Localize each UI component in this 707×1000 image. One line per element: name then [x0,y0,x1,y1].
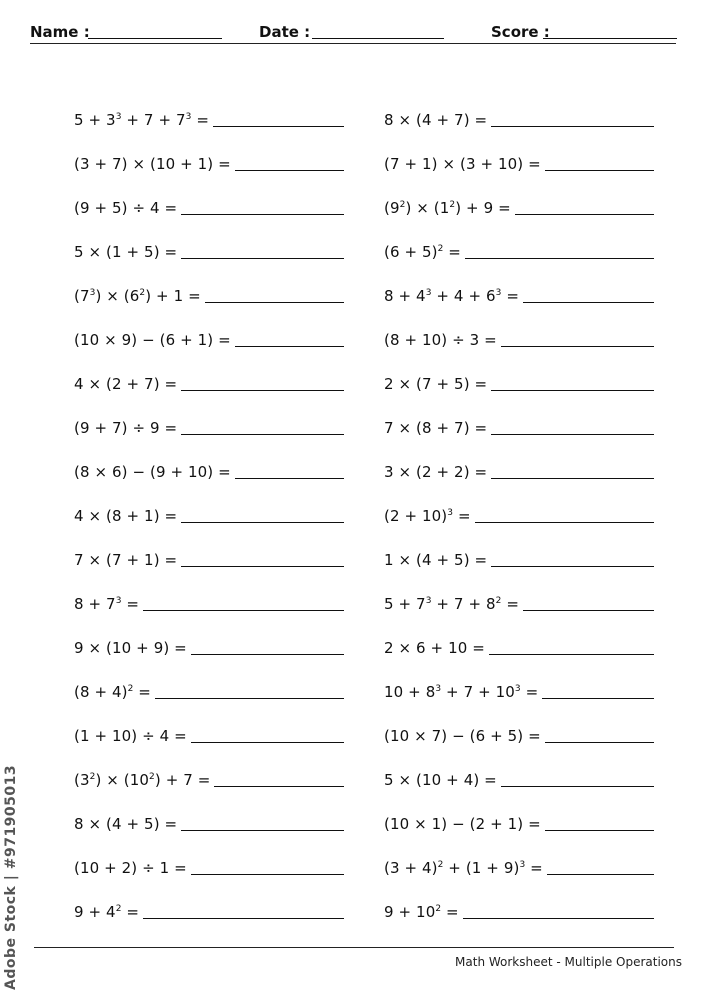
answer-line[interactable] [501,346,654,347]
date-label: Date : [259,23,311,41]
answer-line[interactable] [155,698,344,699]
expression-text: 5 + 7 [384,595,426,613]
problem-row [384,395,654,439]
expression-text: = [520,683,539,701]
exponent: 2 [437,244,444,254]
expression-text: 9 × (10 + 9) = [74,639,187,657]
score-answer-line[interactable] [543,38,677,39]
expression-text: 10 + 8 [384,683,436,701]
problem-row [74,835,344,879]
exponent: 3 [185,112,192,122]
problem-row [74,263,344,307]
header-divider [30,43,676,44]
exponent: 3 [435,684,442,694]
score-label: Score : [491,23,550,41]
expression-text: + 7 + 10 [441,683,515,701]
problem-expression [74,593,143,615]
expression-text: = [453,507,471,525]
expression-text: 2 × (7 + 5) = [384,375,488,393]
stock-watermark-id: Adobe Stock | #971905013 [3,764,19,990]
answer-line[interactable] [191,742,344,743]
problem-row [384,263,654,307]
expression-text: (7 [74,287,90,305]
answer-line[interactable] [235,346,344,347]
problem-row [74,87,344,131]
answer-line[interactable] [181,830,344,831]
problem-expression [384,241,465,263]
problem-row [74,483,344,527]
exponent: 3 [115,596,122,606]
date-field [259,22,310,42]
answer-line[interactable] [463,918,654,919]
expression-text: = [443,243,461,261]
answer-line[interactable] [235,170,344,171]
expression-text: = [121,903,140,921]
answer-line[interactable] [181,522,344,523]
worksheet-header [0,22,707,48]
exponent: 2 [437,860,444,870]
answer-line[interactable] [491,434,654,435]
problem-expression [384,461,491,483]
answer-line[interactable] [491,566,654,567]
expression-text: 1 × (4 + 5) = [384,551,488,569]
answer-line[interactable] [491,390,654,391]
answer-line[interactable] [143,610,344,611]
problem-expression [74,505,181,527]
answer-line[interactable] [489,654,654,655]
answer-line[interactable] [143,918,344,919]
exponent: 3 [425,288,432,298]
footer-title: Math Worksheet - Multiple Operations [455,955,682,969]
answer-line[interactable] [491,126,654,127]
expression-text: 8 × (4 + 7) = [384,111,488,129]
exponent: 3 [495,288,502,298]
problem-row [384,131,654,175]
answer-line[interactable] [491,478,654,479]
expression-text: = [501,287,520,305]
expression-text: ) × (10 [95,771,150,789]
exponent: 3 [447,508,454,518]
expression-text: + 7 + 7 [121,111,186,129]
problem-expression [384,109,491,131]
problem-column-left [74,87,344,923]
problem-row [384,835,654,879]
exponent: 2 [149,772,155,782]
expression-text: (7 + 1) × (3 + 10) = [384,155,541,173]
expression-text: = [121,595,140,613]
problem-expression [384,197,515,219]
expression-text: 9 + 4 [74,903,116,921]
problem-expression [74,725,191,747]
expression-text: (10 + 2) ÷ 1 = [74,859,187,877]
problem-row [384,747,654,791]
answer-line[interactable] [213,126,344,127]
expression-text: 3 × (2 + 2) = [384,463,488,481]
problem-expression [384,681,542,703]
expression-text: 8 × (4 + 5) = [74,815,178,833]
exponent: 2 [127,684,134,694]
answer-line[interactable] [523,610,654,611]
expression-text: 8 + 4 [384,287,426,305]
problem-expression [74,857,191,879]
answer-line[interactable] [465,258,654,259]
problem-row [74,747,344,791]
exponent: 3 [89,288,96,298]
problem-row [74,659,344,703]
expression-text: 7 × (7 + 1) = [74,551,178,569]
problem-row [74,703,344,747]
problem-row [74,395,344,439]
expression-text: = [133,683,151,701]
problem-expression [74,681,155,703]
problem-expression [384,373,491,395]
answer-line[interactable] [181,214,344,215]
problem-expression [74,109,213,131]
answer-line[interactable] [191,874,344,875]
answer-line[interactable] [545,170,654,171]
expression-text: (3 + 4) [384,859,438,877]
expression-text: ) + 7 = [154,771,211,789]
problem-expression [384,637,489,659]
expression-text: 5 + 3 [74,111,116,129]
expression-text: ) + 9 = [455,199,511,217]
problem-row [384,571,654,615]
problem-row [384,307,654,351]
problem-expression [384,593,523,615]
expression-text: (3 [74,771,90,789]
exponent: 2 [435,904,442,914]
expression-text: (9 + 5) ÷ 4 = [74,199,178,217]
answer-line[interactable] [205,302,344,303]
answer-line[interactable] [475,522,654,523]
expression-text: 7 × (8 + 7) = [384,419,488,437]
exponent: 2 [115,904,122,914]
problem-column-right [384,87,654,923]
problem-row [384,659,654,703]
expression-text: (2 + 10) [384,507,448,525]
problem-row [74,615,344,659]
problem-row [74,571,344,615]
answer-line[interactable] [542,698,654,699]
problem-row [384,175,654,219]
answer-line[interactable] [547,874,654,875]
name-field [30,22,90,42]
answer-line[interactable] [181,566,344,567]
date-answer-line[interactable] [312,38,444,39]
expression-text: 4 × (8 + 1) = [74,507,178,525]
problem-row [74,219,344,263]
problem-row [74,439,344,483]
problem-expression [384,285,523,307]
exponent: 2 [449,200,456,210]
expression-text: (8 + 10) ÷ 3 = [384,331,497,349]
problem-row [384,791,654,835]
answer-line[interactable] [545,830,654,831]
exponent: 3 [514,684,521,694]
problem-row [74,307,344,351]
expression-text: ) + 1 = [145,287,201,305]
expression-text: + (1 + 9) [443,859,520,877]
problem-expression [74,241,181,263]
expression-text: (8 + 4) [74,683,128,701]
expression-text: (3 + 7) × (10 + 1) = [74,155,231,173]
problem-row [384,351,654,395]
exponent: 3 [425,596,432,606]
problem-expression [74,197,181,219]
problem-expression [384,505,475,527]
expression-text: = [501,595,520,613]
name-answer-line[interactable] [88,38,222,39]
problem-expression [384,769,501,791]
answer-line[interactable] [191,654,344,655]
expression-text: (10 × 7) − (6 + 5) = [384,727,541,745]
expression-text: + 7 + 8 [431,595,496,613]
expression-text: = [441,903,459,921]
answer-line[interactable] [181,434,344,435]
expression-text: (1 + 10) ÷ 4 = [74,727,187,745]
problem-expression [74,637,191,659]
answer-line[interactable] [181,390,344,391]
problem-expression [74,417,181,439]
answer-line[interactable] [545,742,654,743]
problem-row [74,351,344,395]
exponent: 2 [89,772,96,782]
problem-row [384,615,654,659]
answer-line[interactable] [515,214,654,215]
problem-expression [74,901,143,923]
expression-text: 5 × (1 + 5) = [74,243,178,261]
problem-expression [384,901,463,923]
problem-expression [384,153,545,175]
problem-expression [74,769,214,791]
score-field [491,22,550,42]
problem-row [74,791,344,835]
problem-row [384,219,654,263]
expression-text: 9 + 10 [384,903,436,921]
answer-line[interactable] [235,478,344,479]
problem-row [74,175,344,219]
expression-text: (10 × 1) − (2 + 1) = [384,815,541,833]
problem-expression [384,725,545,747]
problem-expression [74,285,205,307]
name-label: Name : [30,23,90,41]
answer-line[interactable] [181,258,344,259]
problem-row [384,879,654,923]
problem-expression [74,373,181,395]
expression-text: ) × (1 [405,199,450,217]
footer-divider [34,947,674,948]
problem-expression [384,857,547,879]
problem-row [384,703,654,747]
answer-line[interactable] [214,786,344,787]
expression-text: + 4 + 6 [431,287,496,305]
problem-row [74,131,344,175]
expression-text: = [525,859,543,877]
expression-text: 8 + 7 [74,595,116,613]
answer-line[interactable] [523,302,654,303]
exponent: 3 [519,860,526,870]
answer-line[interactable] [501,786,654,787]
problem-expression [384,417,491,439]
problem-row [384,87,654,131]
expression-text: 4 × (2 + 7) = [74,375,178,393]
exponent: 3 [115,112,122,122]
problem-row [74,879,344,923]
problem-row [384,483,654,527]
problem-expression [74,549,181,571]
problem-expression [74,461,235,483]
exponent: 2 [139,288,146,298]
expression-text: 5 × (10 + 4) = [384,771,497,789]
exponent: 2 [399,200,406,210]
expression-text: (8 × 6) − (9 + 10) = [74,463,231,481]
expression-text: (10 × 9) − (6 + 1) = [74,331,231,349]
expression-text: (9 + 7) ÷ 9 = [74,419,178,437]
problem-expression [384,549,491,571]
expression-text: ) × (6 [95,287,140,305]
expression-text: (9 [384,199,400,217]
problem-row [384,439,654,483]
problem-row [384,527,654,571]
problem-expression [384,813,545,835]
problem-expression [384,329,501,351]
expression-text: = [191,111,210,129]
problem-expression [74,813,181,835]
problem-row [74,527,344,571]
problem-expression [74,329,235,351]
expression-text: 2 × 6 + 10 = [384,639,485,657]
exponent: 2 [495,596,502,606]
problem-expression [74,153,235,175]
expression-text: (6 + 5) [384,243,438,261]
